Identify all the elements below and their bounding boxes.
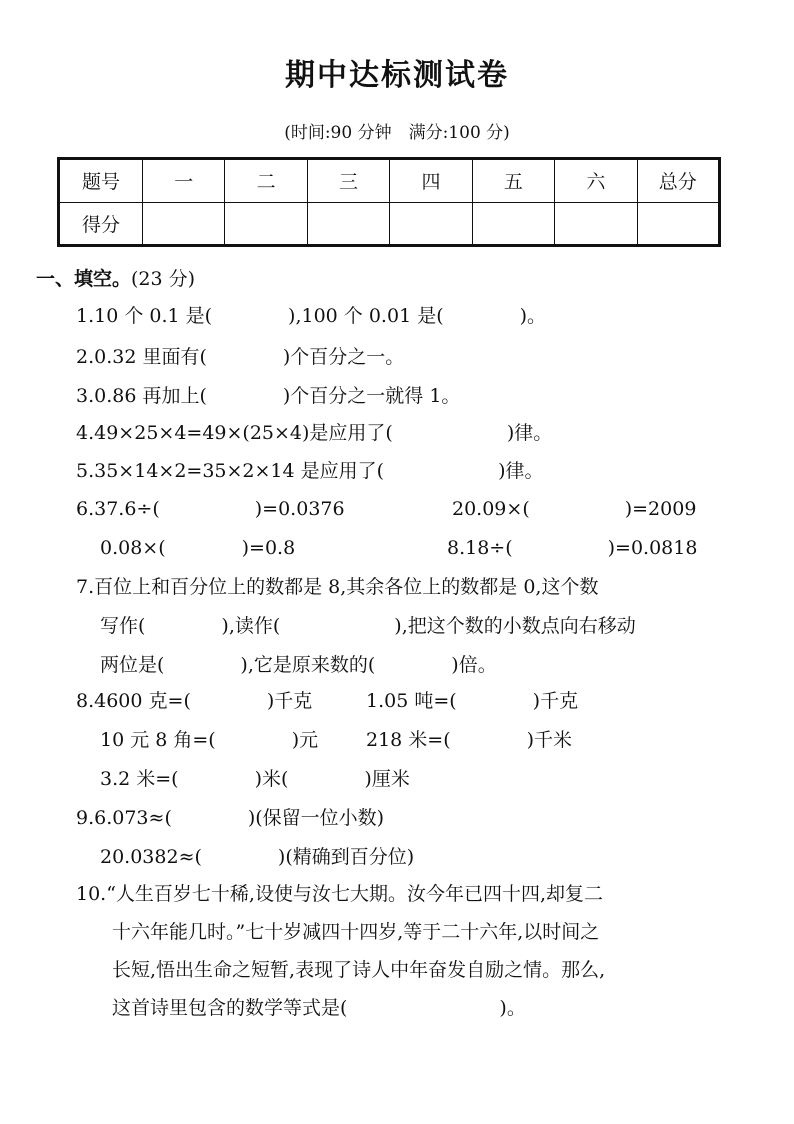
score-cell: 六 (555, 159, 637, 203)
score-cell: 五 (472, 159, 554, 203)
question-2: 2.0.32 里面有( )个百分之一。 (76, 346, 405, 368)
question-9a: 9.6.073≈( )(保留一位小数) (76, 807, 385, 829)
question-10-line-3: 长短,悟出生命之短暂,表现了诗人中年奋发自励之情。那么, (112, 959, 606, 981)
section-title: 一、填空。 (36, 268, 132, 290)
question-6a: 6.37.6÷( )=0.0376 (76, 498, 345, 520)
score-cell: 题号 (59, 159, 143, 203)
score-entry-cell[interactable] (390, 202, 472, 246)
question-7-line-2: 写作( ),读作( ),把这个数的小数点向右移动 (100, 615, 636, 637)
score-entry-cell[interactable] (225, 202, 307, 246)
score-cell: 一 (143, 159, 225, 203)
question-8b: 1.05 吨=( )千克 (366, 690, 579, 712)
score-table-header-row (59, 159, 720, 203)
exam-info: (时间:90 分钟 满分:100 分) (284, 123, 510, 143)
score-entry-cell[interactable] (307, 202, 389, 246)
score-entry-cell[interactable] (555, 202, 637, 246)
score-cell: 得分 (59, 202, 143, 246)
score-entry-cell[interactable] (637, 202, 719, 246)
question-8d: 218 米=( )千米 (366, 729, 573, 751)
score-cell: 总分 (637, 159, 719, 203)
question-1: 1.10 个 0.1 是( ),100 个 0.01 是( )。 (76, 305, 547, 327)
score-cell: 四 (390, 159, 472, 203)
question-10-line-4: 这首诗里包含的数学等式是( )。 (112, 997, 526, 1019)
question-10-line-1: 10.“人生百岁七十稀,设使与汝七大期。汝今年已四十四,却复二 (76, 883, 604, 905)
question-6c: 0.08×( )=0.8 (100, 537, 296, 559)
page-title: 期中达标测试卷 (285, 58, 509, 93)
question-4: 4.49×25×4=49×(25×4)是应用了( )律。 (76, 422, 553, 444)
question-7-line-3: 两位是( ),它是原来数的( )倍。 (100, 654, 497, 676)
question-6d: 8.18÷( )=0.0818 (447, 537, 698, 559)
score-cell: 三 (307, 159, 389, 203)
question-10-line-2: 十六年能几时。”七十岁减四十四岁,等于二十六年,以时间之 (112, 921, 600, 943)
question-5: 5.35×14×2=35×2×14 是应用了( )律。 (76, 460, 544, 482)
score-cell: 二 (225, 159, 307, 203)
question-8e: 3.2 米=( )米( )厘米 (100, 768, 410, 790)
question-3: 3.0.86 再加上( )个百分之一就得 1。 (76, 385, 461, 407)
section-points: (23 分) (131, 268, 196, 290)
score-entry-cell[interactable] (472, 202, 554, 246)
question-9b: 20.0382≈( )(精确到百分位) (100, 846, 415, 868)
question-8c: 10 元 8 角=( )元 (100, 729, 319, 751)
section-heading (36, 264, 195, 291)
question-7-line-1: 7.百位上和百分位上的数都是 8,其余各位上的数都是 0,这个数 (76, 576, 599, 598)
question-6b: 20.09×( )=2009 (452, 498, 697, 520)
question-8a: 8.4600 克=( )千克 (76, 690, 313, 712)
score-table-score-row (59, 202, 720, 246)
score-table (57, 157, 721, 247)
score-entry-cell[interactable] (143, 202, 225, 246)
